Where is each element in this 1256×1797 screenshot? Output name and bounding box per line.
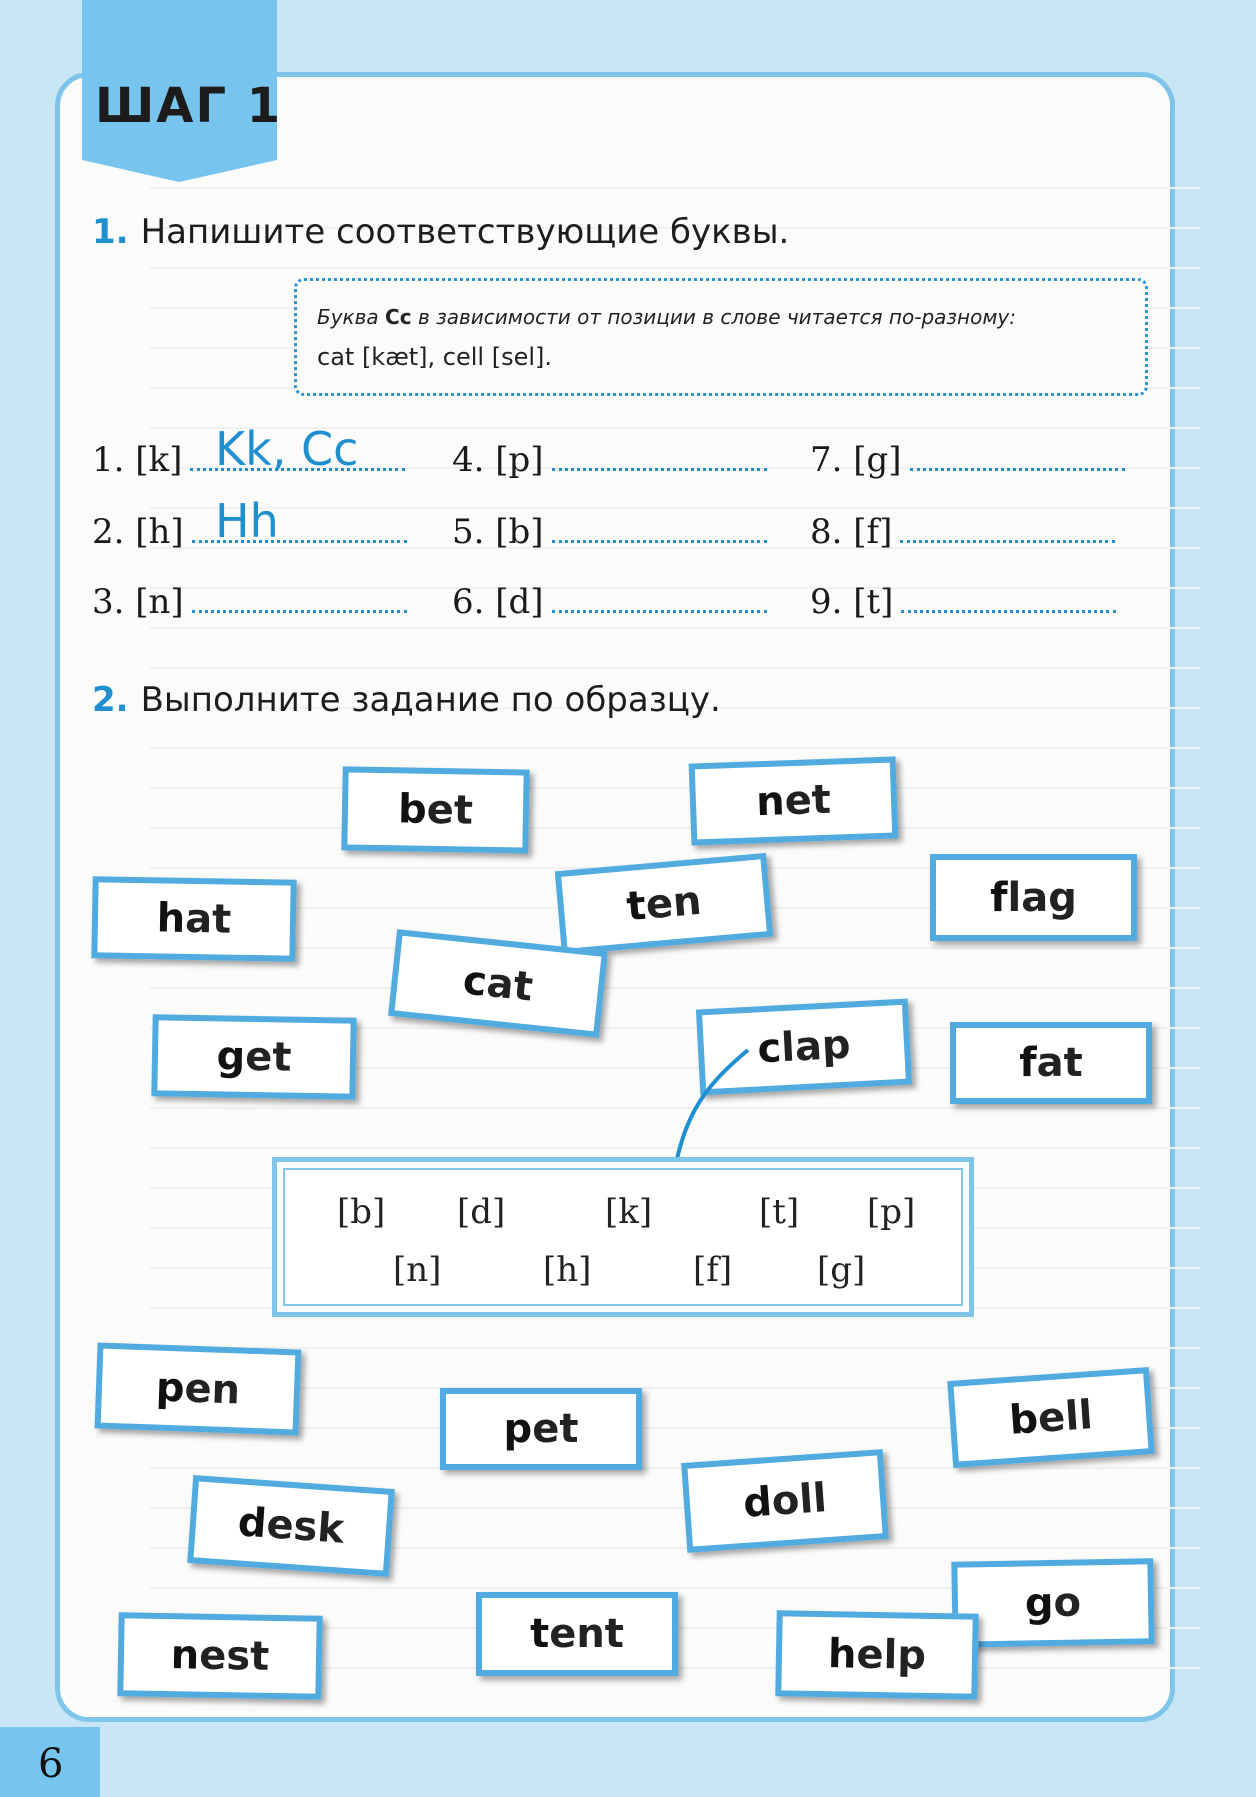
word-card[interactable]: [951, 1558, 1154, 1648]
card-rest: esk: [265, 1501, 346, 1553]
page-number-tab: [0, 1727, 100, 1797]
sound-p: [p]: [867, 1192, 916, 1232]
rule-example: cat [kæt], cell [sel].: [317, 343, 553, 371]
answer-line[interactable]: [552, 582, 767, 613]
word-card[interactable]: [440, 1388, 642, 1470]
card-first-letter: b: [397, 786, 428, 833]
sound-h: [h]: [543, 1250, 592, 1290]
sound-n: [n]: [393, 1250, 442, 1290]
sound-t: [t]: [759, 1192, 800, 1232]
exercise-label: 7. [g]: [810, 440, 902, 480]
word-card[interactable]: [117, 1612, 322, 1700]
exercise-7: [810, 440, 1125, 480]
word-card[interactable]: [341, 766, 529, 853]
answer-line[interactable]: [192, 582, 407, 613]
exercise-8: [810, 512, 1115, 552]
card-rest: et: [783, 776, 832, 825]
sounds-box: [272, 1157, 974, 1317]
card-rest: est: [198, 1632, 270, 1680]
card-first-letter: h: [827, 1631, 857, 1678]
answer-1: Kk, Cc: [215, 422, 359, 476]
task1-title: Напишите соответствующие буквы.: [140, 212, 790, 252]
word-card[interactable]: [947, 1367, 1155, 1468]
word-card[interactable]: [689, 756, 899, 845]
sound-f: [f]: [693, 1250, 733, 1290]
card-rest: elp: [856, 1631, 927, 1679]
exercise-label: 3. [n]: [92, 582, 184, 622]
card-first-letter: g: [1024, 1579, 1054, 1627]
sound-k: [k]: [605, 1192, 653, 1232]
card-rest: ent: [549, 1611, 624, 1657]
card-first-letter: f: [1019, 1040, 1037, 1086]
rule-suffix: в зависимости от позиции в слове читается по-разному:: [411, 305, 1017, 329]
card-rest: oll: [770, 1475, 829, 1525]
word-card[interactable]: [930, 854, 1137, 941]
exercise-6: [452, 582, 767, 622]
exercise-label: 1. [k]: [92, 440, 183, 480]
exercise-label: 8. [f]: [810, 512, 893, 552]
exercise-label: 4. [p]: [452, 440, 544, 480]
card-rest: at: [484, 959, 536, 1011]
task1-number: 1.: [92, 212, 129, 252]
exercise-label: 2. [h]: [92, 512, 184, 552]
card-rest: lap: [780, 1021, 852, 1072]
card-first-letter: p: [155, 1364, 186, 1412]
card-rest: at: [1036, 1040, 1083, 1086]
card-first-letter: c: [460, 956, 490, 1006]
card-rest: ell: [1036, 1391, 1095, 1442]
sound-b: [b]: [337, 1192, 386, 1232]
card-first-letter: h: [156, 895, 186, 942]
answer-line[interactable]: [552, 440, 767, 471]
exercise-5: [452, 512, 767, 552]
card-rest: o: [1053, 1579, 1082, 1626]
rule-letter: Cc: [385, 305, 412, 329]
word-card[interactable]: [476, 1592, 678, 1676]
word-card[interactable]: [681, 1449, 889, 1553]
word-card[interactable]: [775, 1610, 978, 1700]
card-rest: at: [184, 895, 232, 943]
card-first-letter: d: [236, 1499, 269, 1548]
card-rest: lag: [1007, 874, 1077, 921]
exercise-4: [452, 440, 767, 480]
task1-heading: [92, 212, 789, 252]
card-first-letter: d: [741, 1478, 774, 1527]
card-first-letter: b: [1007, 1395, 1040, 1444]
exercise-3: [92, 582, 407, 622]
answer-line[interactable]: [900, 512, 1115, 543]
answer-line[interactable]: [552, 512, 767, 543]
sound-d: [d]: [457, 1192, 506, 1232]
task2-title: Выполните задание по образцу.: [140, 680, 721, 720]
card-first-letter: f: [990, 874, 1008, 921]
exercise-label: 6. [d]: [452, 582, 544, 622]
step-label: ШАГ 1: [95, 78, 283, 134]
exercise-label: 5. [b]: [452, 512, 544, 552]
task2-number: 2.: [92, 680, 129, 720]
exercise-9: [810, 582, 1116, 622]
card-rest: et: [426, 786, 474, 834]
card-rest: en: [643, 877, 704, 929]
page-number: 6: [38, 1741, 64, 1787]
card-first-letter: n: [755, 778, 786, 826]
rule-box: [294, 278, 1148, 396]
card-first-letter: t: [624, 882, 648, 931]
word-card[interactable]: [187, 1475, 395, 1577]
word-card[interactable]: [95, 1342, 302, 1435]
exercise-label: 9. [t]: [810, 582, 894, 622]
answer-line[interactable]: [901, 582, 1116, 613]
word-card[interactable]: [950, 1022, 1152, 1104]
word-card[interactable]: [91, 876, 296, 962]
card-rest: et: [532, 1406, 579, 1452]
word-card[interactable]: [151, 1014, 356, 1100]
card-first-letter: n: [170, 1632, 200, 1679]
card-first-letter: t: [530, 1611, 550, 1657]
card-first-letter: c: [756, 1025, 783, 1073]
card-rest: et: [244, 1033, 292, 1081]
rule-text: [317, 305, 1016, 329]
answer-line[interactable]: [910, 440, 1125, 471]
rule-prefix: Буква: [317, 305, 386, 329]
card-first-letter: p: [503, 1406, 533, 1452]
answer-2: Hh: [215, 494, 279, 548]
sound-g: [g]: [817, 1250, 866, 1290]
task2-heading: [92, 680, 721, 720]
card-rest: en: [183, 1365, 241, 1414]
card-first-letter: g: [216, 1033, 246, 1080]
